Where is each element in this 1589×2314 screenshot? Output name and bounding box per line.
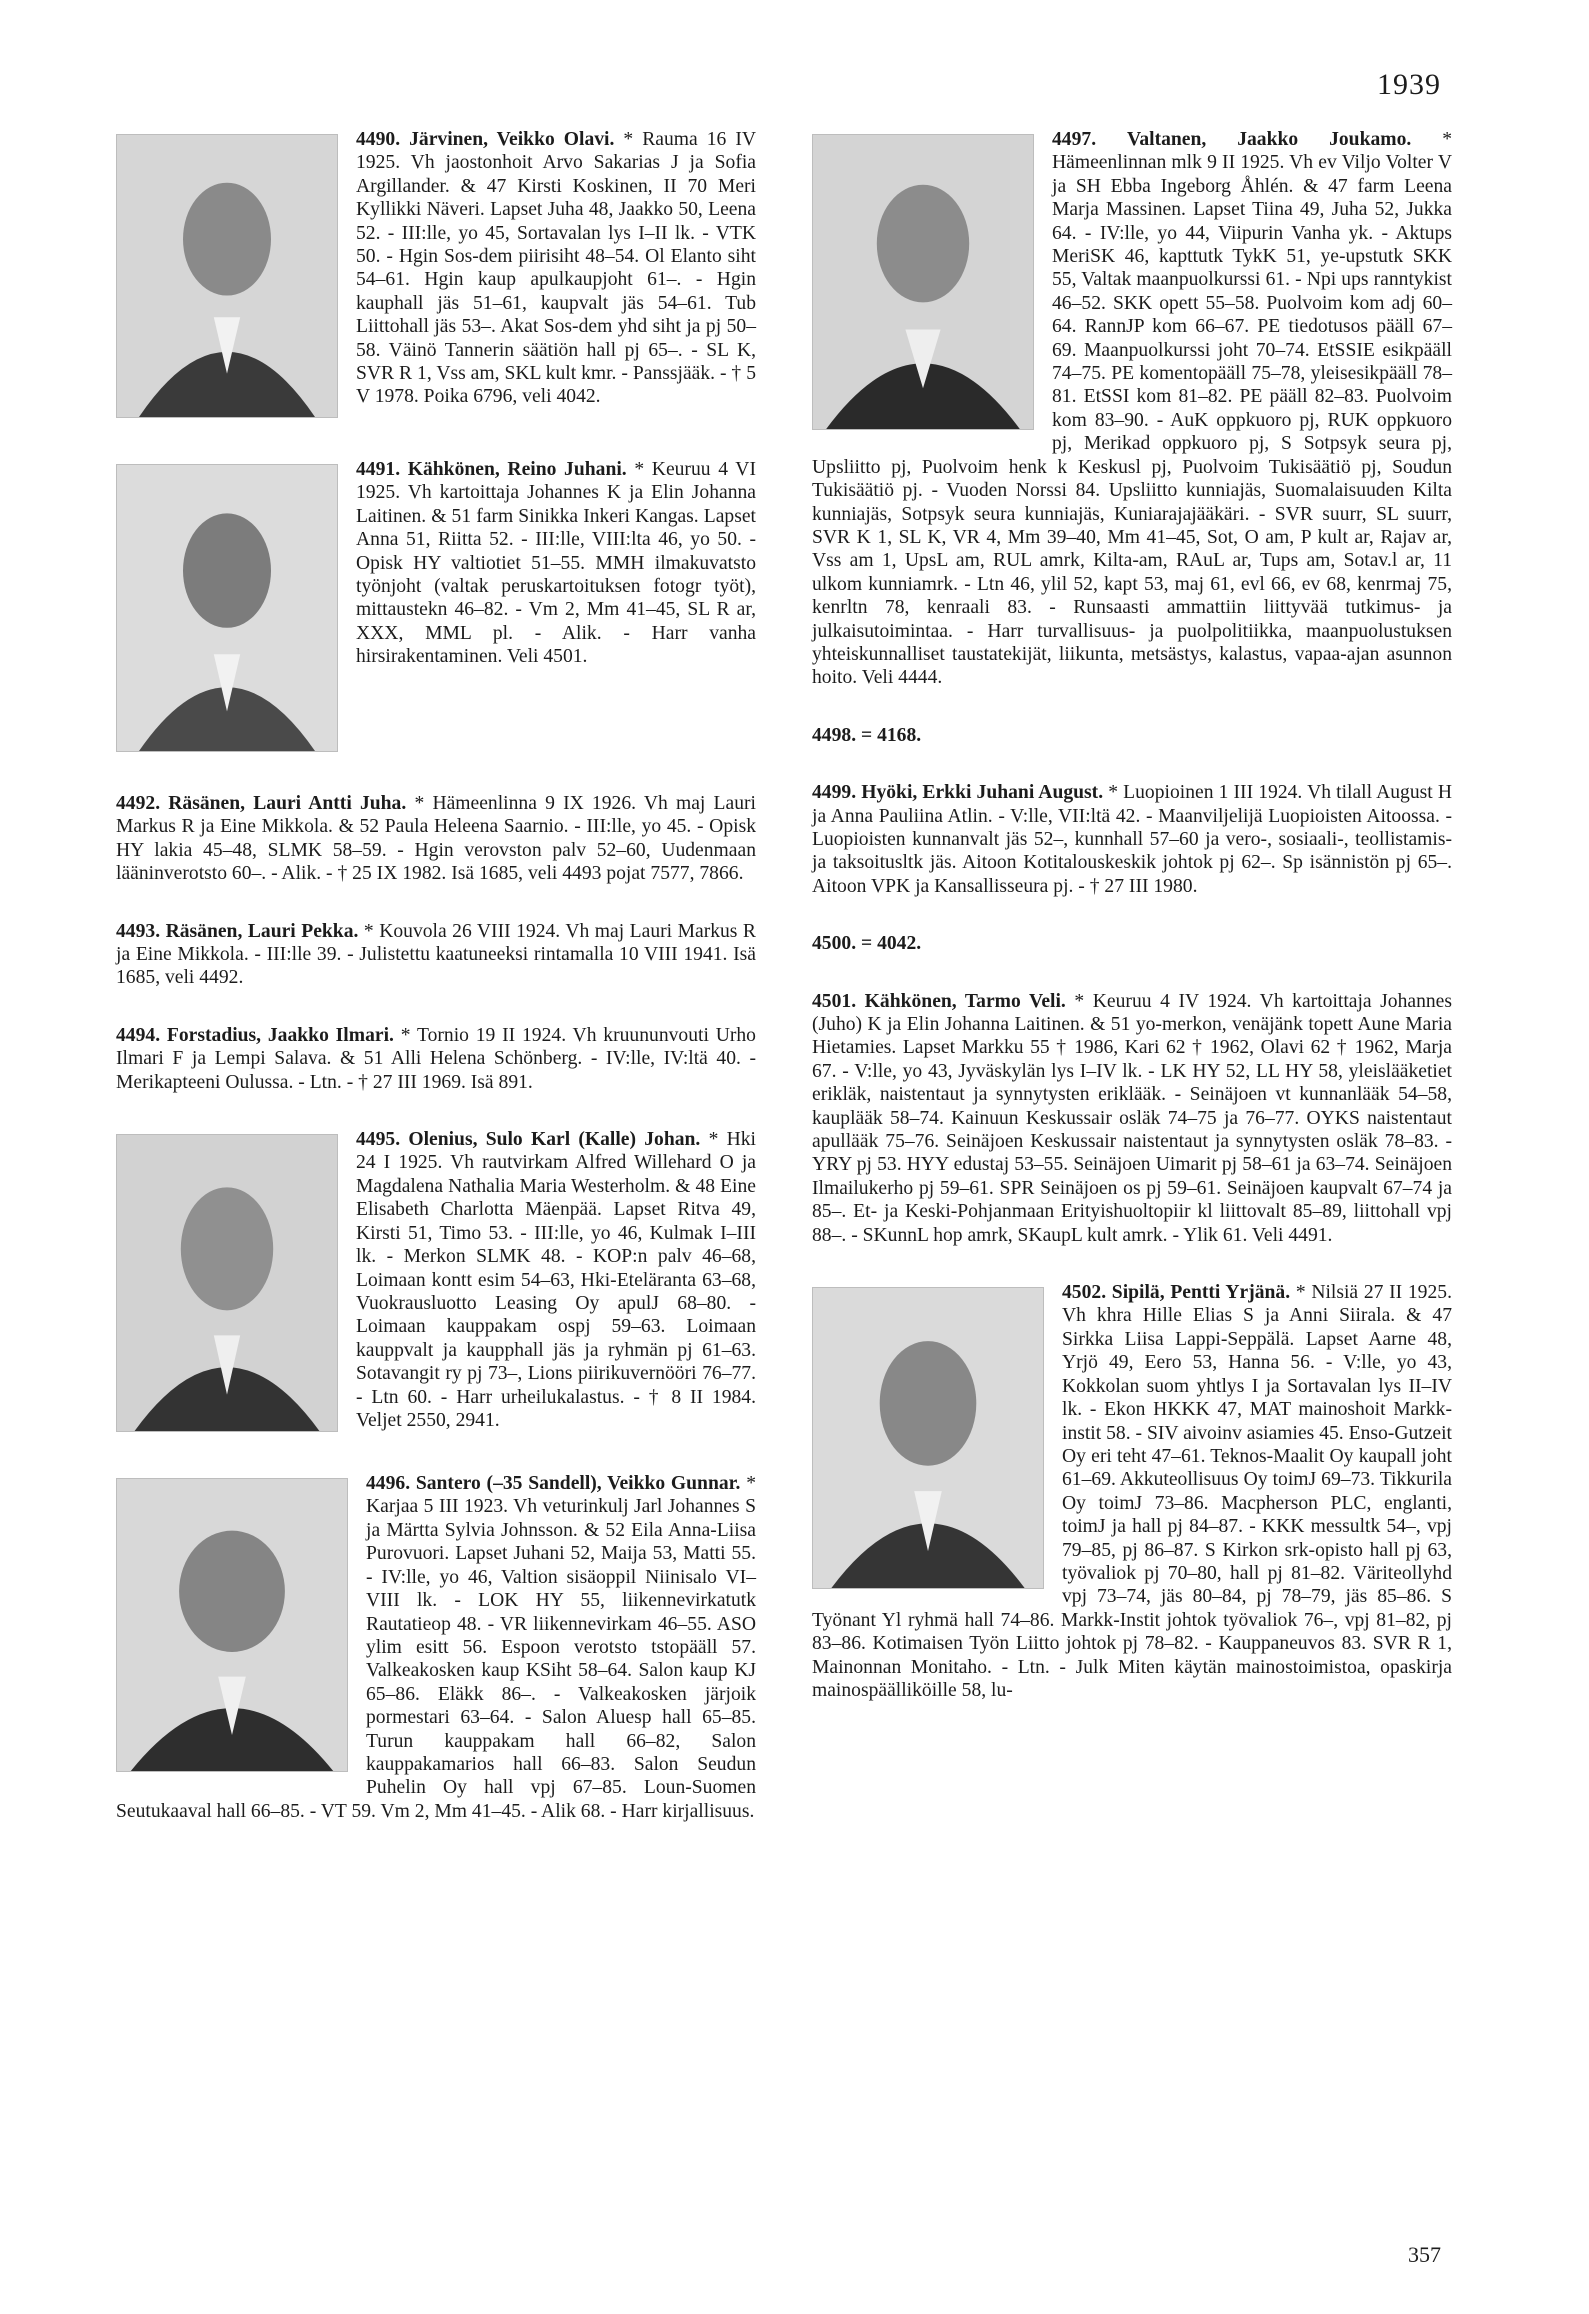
entry-name: Kähkönen, Reino Juhani.: [407, 459, 627, 480]
entry-name: Sipilä, Pentti Yrjänä.: [1111, 1282, 1291, 1304]
biography-entry-4497: [812, 128, 1452, 690]
entry-text: * Nilsiä 27 II 1925. Vh khra Hille Elias S ja Anni Siirala. & 47 Sirkka Liisa Lappi-Seppälä. Lapset Aarne 48, Yrjö 49, Eero 53, Hanna 56. - V:lle, yo 43, Kokkolan suom yhtlys I ja Sortavalan lys II–IV lk. - Ekon HKKK 47, MAT mainoshoit Markk-instit 58. - SIV aivoinv asiamies 45. Enso-Gutzeit Oy eri teht 47–61. Teknos-Maalit Oy kaupall joht 61–69. Akkuteollisuus Oy toimJ 69–73. Tikkurila Oy toimJ 73–86. Macpherson PLC, englanti, toimJ ja hall pj 84–87. - KKK messultk 54–, vpj 79–85, pj 86–87. S Kirkon srk-opisto hall pj 63, työvaliok pj 70–80, hall pj 81–82. Väriteollyhd vpj 73–74, jäs 80–84, pj 78–79, jäs 85–86. S Työnant Yl ryhmä hall 74–86. Markk-Instit johtok työvaliok 76–, vpj 81–82, pj 83–86. Kotimaisen Työn Liitto johtok pj 78–82. - Kauppaneuvos 83. SVR R 1, Mainonnan Monitaho. - Ltn. - Julk Miten käytän mainostoimistoa, opaskirja mainospäälliköille 58, lu-: [812, 1282, 1452, 1701]
entry-number: 4497.: [1052, 129, 1097, 150]
entry-name: Valtanen, Jaakko Joukamo.: [1127, 129, 1412, 150]
entry-number: 4490.: [356, 129, 401, 150]
left-column: [116, 128, 756, 1857]
biography-entry-4491: [116, 458, 756, 758]
biography-entry-4498: [812, 724, 1452, 747]
entry-name: Räsänen, Lauri Antti Juha.: [168, 793, 407, 814]
entry-number: 4492.: [116, 793, 161, 814]
entry-name: Järvinen, Veikko Olavi.: [409, 129, 615, 150]
entry-text: * Rauma 16 IV 1925. Vh jaostonhoit Arvo Sakarias J ja Sofia Argillander. & 47 Kirsti Koskinen, II 70 Meri Kyllikki Näveri. Lapset Juha 48, Jaakko 50, Leena 52. - III:lle, yo 45, Sortavalan lys I–II lk. - VTK 50. - Hgin Sos-dem piirisiht 48–54. Ol Elanto siht 54–61. Hgin kaup apulkaupjoht 61–. - Hgin kauphall jäs 51–61, kaupvalt jäs 54–61. Tub Liittohall jäs 53–. Akat Sos-dem yhd siht ja pj 50–58. Väinö Tannerin säätiön hall pj 65–. - SL K, SVR R 1, Vss am, SKL kult kmr. - Panssjääk. - † 5 V 1978. Poika 6796, veli 4042.: [356, 129, 756, 408]
entry-name: = 4168.: [861, 724, 922, 746]
entry-name: Räsänen, Lauri Pekka.: [165, 920, 359, 942]
entry-text: * Karjaa 5 III 1923. Vh veturinkulj Jarl Johannes S ja Märtta Sylvia Johnsson. & 52 Eila Anna-Liisa Purovuori. Lapset Juhani 52, Maija 53, Matti 55. - IV:lle, yo 46, Valtion sisäoppil Niinisalo VI–VIII lk. - LOK HY 55, liikennevirkatutk Rautatieop 48. - VR liikennevirkam 46–55. ASO ylim esitt 56. Espoon verotsto tstopääll 57. Valkeakosken kaup KSiht 58–64. Salon kaup KJ 65–86. Eläkk 86–. - Valkeakosken järjoik pormestari 63–64. - Salon Aluesp hall 65–85. Turun kauppakam hall 66–82, Salon kauppakamarios hall 66–83. Salon Seudun Puhelin Oy hall vpj 67–85. Loun-Suomen Seutukaaval hall 66–85. - VT 59. Vm 2, Mm 41–45. - Alik 68. - Harr kirjallisuus.: [116, 1473, 756, 1822]
entry-text: * Hämeenlinna 9 IX 1926. Vh maj Lauri Markus R ja Eine Mikkola. & 52 Paula Heleena Saarnio. - III:lle, yo 45. - Opisk HY lakia 45–48, SLMK 58–59. - Hgin verovston palv 52–60, Uudenmaan lääninverotsto 60–. - Alik. - † 25 IX 1982. Isä 1685, veli 4493 pojat 7577, 7866.: [116, 793, 756, 885]
entry-text: * Tornio 19 II 1924. Vh kruununvouti Urho Ilmari F ja Lempi Salava. & 51 Alli Helena Schönberg. - IV:lle, IV:ltä 40. - Merikapteeni Oulussa. - Ltn. - † 27 III 1969. Isä 891.: [116, 1024, 756, 1093]
biography-entry-4493: [116, 920, 756, 990]
entry-text: * Luopioinen 1 III 1924. Vh tilall August H ja Anna Pauliina Atlin. - V:lle, VII:ltä 42. - Maanviljelijä Luopioisten Aitoossa. - Luopioisten kunnanvalt jäs 52–, kunnhall 57–60 ja vero-, sosiaali-, teollistamis- ja taksoitusltk jäs. Aitoon Kotitalouskeskik johtok pj 62–. Sp isännistön pj 65–. Aitoon VPK ja Kansallisseura pj. - † 27 III 1980.: [812, 782, 1452, 897]
entry-text: * Keuruu 4 IV 1924. Vh kartoittaja Johannes (Juho) K ja Elin Johanna Laitinen. & 51 yo-merkon, venäjänk topett Aune Maria Hietamies. Lapset Markku 55 † 1986, Kari 62 † 1962, Olavi 62 † 1962, Marja 67. - V:lle, yo 43, Jyväskylän lys I–IV lk. - LK HY 52, LL HY 58, yleislääketiet erikläk, naistentaut ja synnytysten eriklääk. - Seinäjoen vt kunnanlääk 54–58, kauplääk 58–74. Kainuun Keskussair osläk 74–75 ja 76–77. OYKS naistentaut apullääk 75–76. Seinäjoen Keskussair naistentaut ja synnytysten osläk 78–83. - YRY pj 53. HYY edustaj 53–55. Seinäjoen Uimarit pj 58–61 ja 63–74. Seinäjoen Ilmailukerho pj 59–61. SPR Seinäjoen os pj 59–61. Seinäjoen kaupvalt 67–74 ja 85–. Et- ja Keski-Pohjanmaan Erityishuoltopiir kl liittovalt 85–89, liittohall vpj 88–. - SKunnL hop amrk, SKaupL kult amrk. - Ylik 61. Veli 4491.: [812, 990, 1453, 1246]
entry-text: * Hämeenlinnan mlk 9 II 1925. Vh ev Viljo Volter V ja SH Ebba Ingeborg Åhlén. & 47 farm Leena Marja Massinen. Lapset Tiina 49, Juha 52, Jukka 64. - IV:lle, yo 44, Viipurin Vanha yk. - Aktups MeriSK 46, kapttutk TykK 51, ye-upstutk SKK 55, Valtak maanpuolkurssi 61. - Npi ups ranntykist 46–52. SKK opett 55–58. Puolvoim kom adj 60–64. RannJP kom 66–67. PE tiedotusos pääll 67–69. Maanpuolkurssi joht 70–74. EtSSIE esikpääll 74–75. PE komentopääll 75–78, yleisesikpääll 78–81. EtSSI kom 81–82. PE pääll 82–83. Puolvoim kom 83–90. - AuK oppkuoro pj, RUK oppkuoro pj, Merikad oppkuoro pj, S Sotpsyk seura pj, Upsliitto pj, Puolvoim henk k Keskusl pj, Puolvoim Tukisäätiö pj, Soudun Tukisäätiö pj. - Vuoden Norssi 84. Upsliitto kunniajäs, Suomalaisuuden Kilta kunniajäs, Sotpsyk seura kunniajäs, Kuniarajajääkäri. - SVR suurr, SL suurr, SVR K 1, SL K, VR 4, Mm 39–40, Mm 41–45, Sot, O am, P kult ar, Rajav ar, Vss am 1, UpsL am, RUL amrk, Kilta-am, RAuL ar, Tups am, Sotav.l ar, 11 ulkom kunniamrk. - Ltn 46, ylil 52, kapt 53, maj 61, evl 66, ev 68, kenrmaj 75, kenrltn 78, kenraali 83. - Runsaasti ammattiin liittyvää tutkimus- ja julkaisutoimintaa. - Harr turvallisuus- ja puolpolitiikka, maanpuolustuksen yhteiskunnalliset taustatekijät, liikunta, metsästys, kalastus, vapaa-ajan asunnon hoito. Veli 4444.: [812, 129, 1452, 689]
entry-name: Hyöki, Erkki Juhani August.: [861, 782, 1104, 804]
entry-number: 4491.: [356, 459, 401, 480]
biography-entry-4494: [116, 1024, 756, 1094]
entry-text: * Keuruu 4 VI 1925. Vh kartoittaja Johannes K ja Elin Johanna Laitinen. & 51 farm Sinikka Inkeri Kangas. Lapset Anna 51, Riitta 52. - III:lle, VIII:lta 46, yo 50. - Opisk HY valtiotiet 51–55. MMH ilmakuvatsto työnjoht (valtak peruskartoituksen fotogr työt), mittaustekn 46–82. - Vm 2, Mm 41–45, SL R ar, XXX, MML pl. - Alik. - Harr vanha hirsirakentaminen. Veli 4501.: [356, 459, 756, 668]
entry-number: 4499.: [812, 782, 857, 804]
entry-number: 4496.: [366, 1473, 411, 1495]
portrait-photo-4491: [116, 464, 338, 752]
page-number-footer: 357: [1408, 2242, 1441, 2267]
entry-number: 4494.: [116, 1024, 161, 1046]
page-year-header: 1939: [1377, 68, 1441, 101]
entry-text: * Hki 24 I 1925. Vh rautvirkam Alfred Willehard O ja Magdalena Nathalia Maria Westerholm. & 48 Eine Elisabeth Charlotta Mäenpää. Lapset Ritva 49, Kirsti 51, Timo 53. - III:lle, yo 46, Kulmak I–III lk. - Merkon SLMK 48. - KOP:n palv 46–68, Loimaan kontt esim 54–63, Hki-Eteläranta 63–68, Vuokrausluotto Leasing Oy apulJ 68–80. - Loimaan kauppakam ospj 59–63. Loimaan kauppvalt ja kaupphall jäs ja ryhmän pj 61–63. Sotavangit ry pj 73–, Lions piirikuvernööri 76–77. - Ltn 60. - Harr urheilukalastus. - † 8 II 1984. Veljet 2550, 2941.: [356, 1129, 756, 1431]
portrait-photo-4496: [116, 1478, 348, 1772]
biography-entry-4490: [116, 128, 756, 424]
entry-number: 4493.: [116, 920, 161, 942]
biography-entry-4501: [812, 990, 1452, 1247]
portrait-photo-4502: [812, 1287, 1044, 1589]
entry-name: Olenius, Sulo Karl (Kalle) Johan.: [408, 1129, 701, 1151]
portrait-photo-4495: [116, 1134, 338, 1432]
portrait-photo-4497: [812, 134, 1034, 430]
entry-number: 4495.: [356, 1129, 401, 1151]
biography-entry-4496: [116, 1472, 756, 1823]
biography-entry-4499: [812, 781, 1452, 898]
entry-number: 4501.: [812, 990, 857, 1012]
biography-entry-4500: [812, 932, 1452, 955]
biography-entry-4502: [812, 1281, 1452, 1702]
entry-number: 4500.: [812, 933, 857, 955]
biography-entry-4495: [116, 1128, 756, 1438]
entry-name: Forstadius, Jaakko Ilmari.: [166, 1024, 394, 1046]
biography-entry-4492: [116, 792, 756, 886]
entry-number: 4498.: [812, 724, 857, 746]
entry-name: = 4042.: [861, 933, 922, 955]
entry-name: Kähkönen, Tarmo Veli.: [864, 990, 1066, 1012]
entry-number: 4502.: [1062, 1282, 1107, 1304]
entry-text: * Kouvola 26 VIII 1924. Vh maj Lauri Markus R ja Eine Mikkola. - III:lle 39. - Julistettu kaatuneeksi rintamalla 10 VIII 1941. Isä 1685, veli 4492.: [116, 920, 756, 989]
portrait-photo-4490: [116, 134, 338, 418]
entry-name: Santero (–35 Sandell), Veikko Gunnar.: [415, 1473, 741, 1495]
right-column: [812, 128, 1452, 1736]
